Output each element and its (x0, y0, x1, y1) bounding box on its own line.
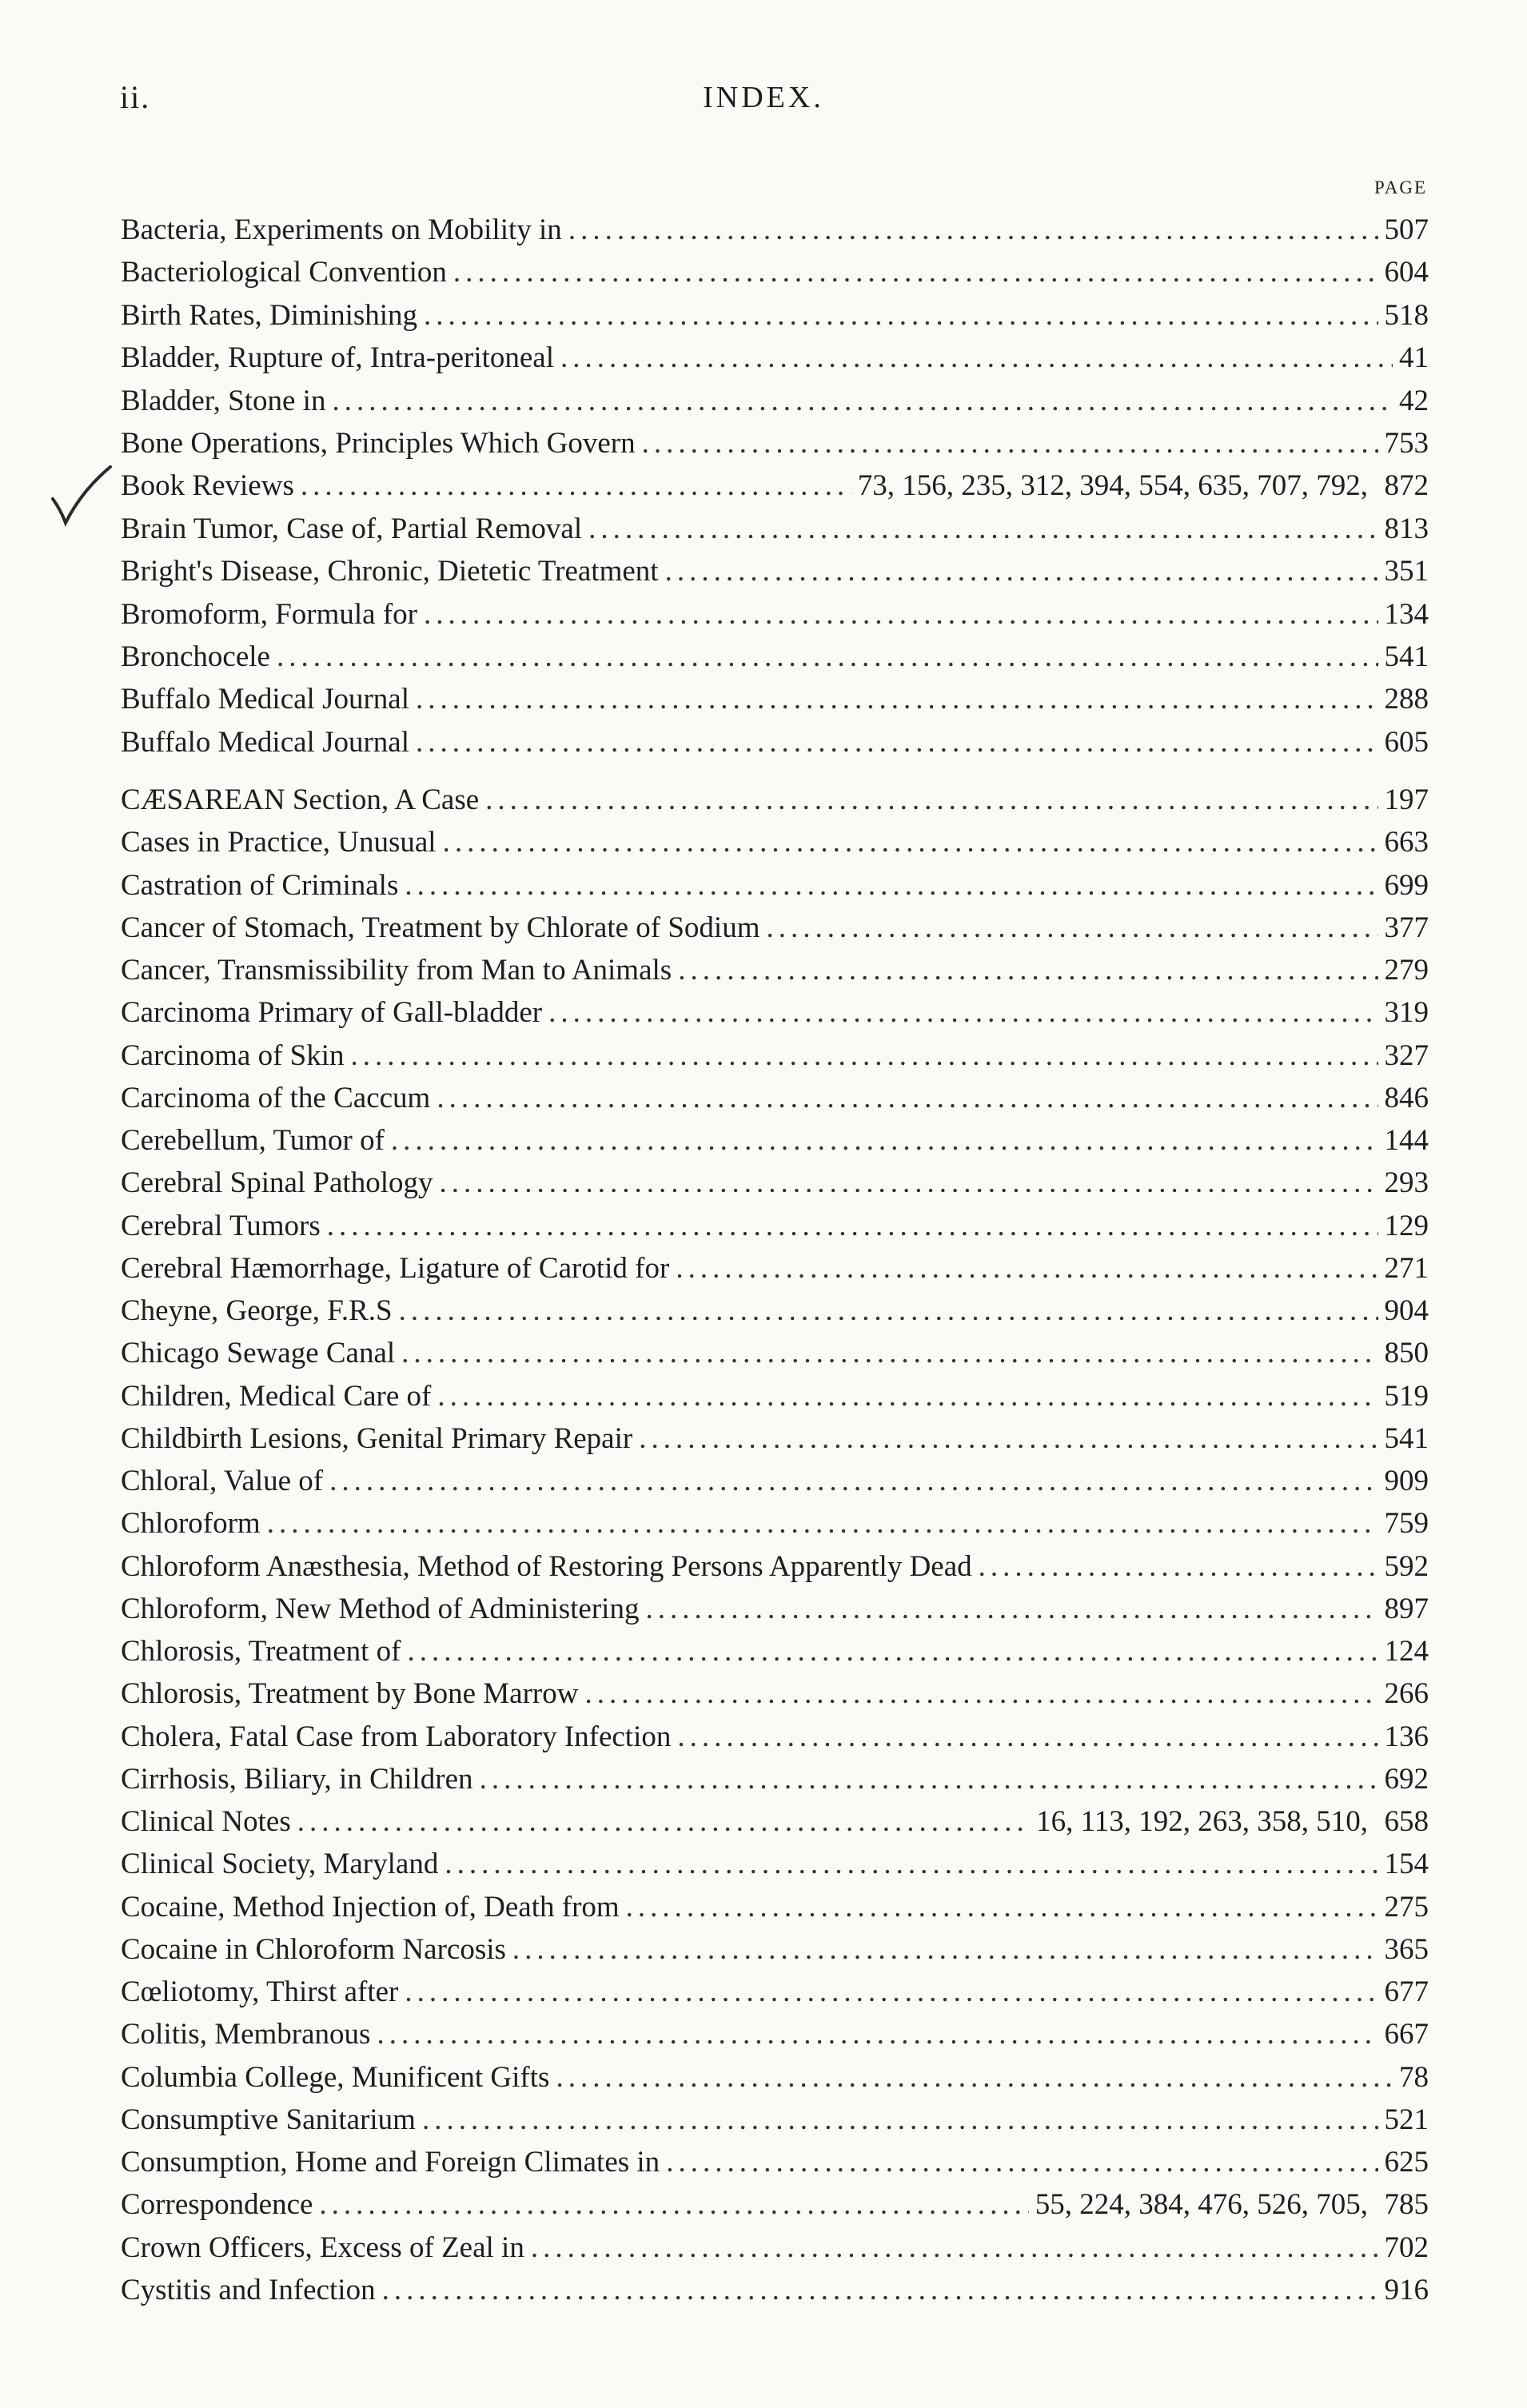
index-entry (121, 779, 1429, 821)
dot-leader (560, 337, 1393, 379)
index-entry-term: Brain Tumor, Case of, Partial Removal (121, 512, 583, 545)
index-entry-pages: 813 (1384, 512, 1429, 545)
index-entry (121, 209, 1429, 251)
dot-leader (416, 679, 1377, 720)
index-entry (121, 1716, 1429, 1758)
index-entry (121, 1078, 1429, 1119)
dot-leader (377, 2014, 1377, 2055)
index-entry-pages: 699 (1384, 869, 1429, 902)
dot-leader (424, 295, 1377, 337)
index-entry-pages: 41 (1399, 341, 1429, 374)
index-entry-term: Bacteriological Convention (121, 256, 447, 289)
index-entry-pages: 604 (1384, 256, 1429, 289)
index-entry (121, 950, 1429, 991)
index-entry-pages: 759 (1384, 1507, 1429, 1540)
index-entry (121, 2057, 1429, 2099)
dot-leader (666, 2142, 1377, 2183)
index-entry-term: Carcinoma Primary of Gall-bladder (121, 996, 543, 1029)
index-entry (121, 1759, 1429, 1800)
dot-leader (979, 1546, 1378, 1588)
index-entry (121, 822, 1429, 863)
dot-leader (445, 1844, 1377, 1885)
dot-leader (665, 551, 1378, 592)
index-entry (121, 1035, 1429, 1077)
dot-leader (422, 2099, 1378, 2141)
dot-leader (453, 252, 1378, 293)
index-entry-term: Childbirth Lesions, Genital Primary Repair (121, 1422, 633, 1455)
index-entry-term: Carcinoma of Skin (121, 1039, 345, 1072)
dot-leader (531, 2227, 1378, 2269)
index-entry-term: Cerebellum, Tumor of (121, 1124, 385, 1157)
index-entry (121, 1673, 1429, 1715)
index-entry-final-page: 785 (1384, 2188, 1429, 2221)
index-entry-term: Cocaine, Method Injection of, Death from (121, 1891, 620, 1924)
index-entry-term: Cheyne, George, F.R.S (121, 1294, 393, 1327)
index-entry-pages: 16, 113, 192, 263, 358, 510, (1036, 1805, 1368, 1838)
index-entry-term: Chloroform, New Method of Administering (121, 1593, 640, 1625)
index-entry-pages: 124 (1384, 1635, 1429, 1668)
dot-leader (277, 636, 1378, 678)
index-entry (121, 1971, 1429, 2013)
index-entry-pages: 904 (1384, 1294, 1429, 1327)
index-entry (121, 2270, 1429, 2311)
index-entry (121, 1248, 1429, 1290)
index-entry-pages: 846 (1384, 1082, 1429, 1114)
index-entry-term: Consumptive Sanitarium (121, 2103, 416, 2136)
dot-leader (645, 1589, 1377, 1630)
index-entry-pages: 134 (1384, 598, 1429, 631)
index-entry-final-page: 872 (1384, 469, 1429, 502)
dot-leader (408, 1631, 1378, 1672)
index-entry (121, 1206, 1429, 1247)
index-entry-pages: 850 (1384, 1337, 1429, 1369)
index-entry (121, 865, 1429, 907)
index-entry (121, 907, 1429, 949)
index-entry-pages: 319 (1384, 996, 1429, 1029)
index-entry-term: CÆSAREAN Section, A Case (121, 783, 480, 816)
dot-leader (440, 1162, 1378, 1204)
index-entry-pages: 327 (1384, 1039, 1429, 1072)
index-entry (121, 1418, 1429, 1460)
index-entry (121, 992, 1429, 1034)
index-entry (121, 551, 1429, 592)
index-entry (121, 1333, 1429, 1374)
index-entry-term: Cerebral Hæmorrhage, Ligature of Carotid for (121, 1252, 670, 1285)
index-entry-pages: 625 (1384, 2146, 1429, 2179)
index-entry-pages: 279 (1384, 954, 1429, 987)
running-title: INDEX. (703, 81, 824, 114)
index-entry (121, 423, 1429, 464)
index-entry-term: Crown Officers, Excess of Zeal in (121, 2231, 524, 2264)
index-entry-term: Colitis, Membranous (121, 2018, 371, 2051)
index-entry (121, 1887, 1429, 1928)
dot-leader (548, 992, 1377, 1034)
index-entry-term: Chlorosis, Treatment of (121, 1635, 401, 1668)
index-entry-term: Bromoform, Formula for (121, 598, 417, 631)
dot-leader (301, 465, 851, 507)
dot-leader (480, 1759, 1378, 1800)
index-entry (121, 1290, 1429, 1332)
dot-leader (485, 779, 1377, 821)
dot-leader (332, 381, 1393, 422)
index-entry (121, 722, 1429, 763)
index-entry-term: Cocaine in Chloroform Narcosis (121, 1933, 506, 1966)
index-entry-term: Chlorosis, Treatment by Bone Marrow (121, 1677, 579, 1710)
index-entry (121, 2014, 1429, 2055)
dot-leader (351, 1035, 1378, 1077)
index-entry-pages: 753 (1384, 427, 1429, 460)
index-entry-pages: 197 (1384, 783, 1429, 816)
index-entry (121, 1631, 1429, 1672)
index-entry-pages: 154 (1384, 1848, 1429, 1880)
dot-leader (626, 1887, 1378, 1928)
dot-leader (391, 1120, 1378, 1162)
index-entry (121, 1120, 1429, 1162)
dot-leader (437, 1376, 1377, 1417)
dot-leader (678, 950, 1377, 991)
index-entry-pages: 909 (1384, 1465, 1429, 1497)
index-entry-pages: 897 (1384, 1593, 1429, 1625)
index-entry (121, 1376, 1429, 1417)
dot-leader (329, 1461, 1377, 1502)
dot-leader (642, 423, 1378, 464)
dot-leader (401, 1333, 1377, 1374)
dot-leader (588, 508, 1377, 550)
index-entry-term: Clinical Notes (121, 1805, 291, 1838)
index-entry-pages: 541 (1384, 640, 1429, 673)
dot-leader (267, 1503, 1378, 1545)
dot-leader (405, 865, 1377, 907)
index-entry (121, 2227, 1429, 2269)
index-entry-pages: 365 (1384, 1933, 1429, 1966)
index-entry (121, 1503, 1429, 1545)
index-entry-pages: 351 (1384, 555, 1429, 588)
index-entry-term: Cœliotomy, Thirst after (121, 1975, 399, 2008)
index-entry-pages: 507 (1384, 213, 1429, 246)
index-entry-pages: 916 (1384, 2274, 1429, 2306)
index-entry-term: Chloral, Value of (121, 1465, 324, 1497)
index-entry-term: Consumption, Home and Foreign Climates in (121, 2146, 660, 2179)
index-entry-pages: 129 (1384, 1210, 1429, 1242)
index-entry (121, 1162, 1429, 1204)
index-entry (121, 465, 1429, 507)
dot-leader (327, 1206, 1378, 1247)
index-entry (121, 1929, 1429, 1971)
index-entry-pages: 667 (1384, 2018, 1429, 2051)
dot-leader (443, 822, 1378, 863)
dot-leader (677, 1716, 1377, 1758)
index-entry (121, 636, 1429, 678)
index-entry (121, 1461, 1429, 1502)
index-entry-pages: 663 (1384, 826, 1429, 859)
index-entry-term: Castration of Criminals (121, 869, 399, 902)
index-entry-pages: 692 (1384, 1763, 1429, 1796)
index-entry-term: Cancer, Transmissibility from Man to Animals (121, 954, 672, 987)
index-entry-term: Carcinoma of the Caccum (121, 1082, 431, 1114)
index-entry-term: Cerebral Spinal Pathology (121, 1166, 433, 1199)
index-entry (121, 252, 1429, 293)
index-entry (121, 337, 1429, 379)
index-entry (121, 381, 1429, 422)
index-entry-pages: 293 (1384, 1166, 1429, 1199)
index-entry (121, 1844, 1429, 1885)
index-entry-pages: 275 (1384, 1891, 1429, 1924)
dot-leader (512, 1929, 1378, 1971)
index-entry-term: Columbia College, Munificent Gifts (121, 2061, 550, 2094)
index-entry-term: Correspondence (121, 2188, 313, 2221)
dot-leader (424, 594, 1378, 636)
dot-leader (556, 2057, 1393, 2099)
index-entry-term: Cancer of Stomach, Treatment by Chlorate of Sodium (121, 911, 760, 944)
index-entry-pages: 677 (1384, 1975, 1429, 2008)
index-entry-term: Cirrhosis, Biliary, in Children (121, 1763, 473, 1796)
index-entry-term: Chloroform Anæsthesia, Method of Restoring Persons Apparently Dead (121, 1550, 972, 1583)
index-entry-pages: 519 (1384, 1380, 1429, 1413)
index-entry (121, 2142, 1429, 2183)
index-entry-term: Buffalo Medical Journal (121, 726, 410, 759)
index-entry-term: Chicago Sewage Canal (121, 1337, 396, 1369)
index-entry-term: Buffalo Medical Journal (121, 683, 410, 716)
index-entry-pages: 73, 156, 235, 312, 394, 554, 635, 707, 792, (857, 469, 1368, 502)
dot-leader (568, 209, 1378, 251)
index-entry-term: Clinical Society, Maryland (121, 1848, 439, 1880)
index-entry-pages: 288 (1384, 683, 1429, 716)
index-entry (121, 2184, 1429, 2226)
index-entry-term: Children, Medical Care of (121, 1380, 432, 1413)
index-entry-term: Bacteria, Experiments on Mobility in (121, 213, 562, 246)
index-entry-term: Cerebral Tumors (121, 1210, 321, 1242)
dot-leader (639, 1418, 1377, 1460)
index-entry-term: Bladder, Stone in (121, 385, 326, 417)
index-entry-pages: 266 (1384, 1677, 1429, 1710)
dot-leader (382, 2270, 1378, 2311)
index-entry-pages: 144 (1384, 1124, 1429, 1157)
index-entry-term: Book Reviews (121, 469, 294, 502)
dot-leader (437, 1078, 1377, 1119)
index-entry-pages: 518 (1384, 299, 1429, 332)
index-entry (121, 295, 1429, 337)
index-entry-pages: 55, 224, 384, 476, 526, 705, (1035, 2188, 1368, 2221)
dot-leader (416, 722, 1377, 763)
index-entry-pages: 541 (1384, 1422, 1429, 1455)
index-entry-pages: 521 (1384, 2103, 1429, 2136)
index-entry-term: Bladder, Rupture of, Intra-peritoneal (121, 341, 555, 374)
index-entry (121, 508, 1429, 550)
index-entry-pages: 136 (1384, 1720, 1429, 1753)
index-entry (121, 679, 1429, 720)
dot-leader (405, 1971, 1377, 2013)
index-entry-term: Birth Rates, Diminishing (121, 299, 418, 332)
index-entry-term: Bronchocele (121, 640, 270, 673)
index-entry-term: Bright's Disease, Chronic, Dietetic Treatment (121, 555, 659, 588)
dot-leader (584, 1673, 1377, 1715)
dot-leader (767, 907, 1378, 949)
dot-leader (676, 1248, 1377, 1290)
index-entry (121, 2099, 1429, 2141)
index-entry-final-page: 658 (1384, 1805, 1429, 1838)
index-entry-pages: 605 (1384, 726, 1429, 759)
index-entry-term: Bone Operations, Principles Which Govern (121, 427, 636, 460)
index-entry (121, 1589, 1429, 1630)
page-number: ii. (120, 79, 151, 115)
index-entry-pages: 377 (1384, 911, 1429, 944)
index-entry-term: Cholera, Fatal Case from Laboratory Infection (121, 1720, 672, 1753)
index-entry-term: Cases in Practice, Unusual (121, 826, 437, 859)
index-entry-pages: 702 (1384, 2231, 1429, 2264)
index-entry (121, 1801, 1429, 1843)
index-entry-term: Chloroform (121, 1507, 261, 1540)
dot-leader (297, 1801, 1030, 1843)
index-entry-pages: 271 (1384, 1252, 1429, 1285)
index-entry-pages: 42 (1399, 385, 1429, 417)
index-entry-pages: 78 (1399, 2061, 1429, 2094)
dot-leader (399, 1290, 1378, 1332)
index-entry-term: Cystitis and Infection (121, 2274, 376, 2306)
index-entry-pages: 592 (1384, 1550, 1429, 1583)
dot-leader (319, 2184, 1028, 2226)
index-entry (121, 1546, 1429, 1588)
index-entry (121, 594, 1429, 636)
page-column-label: PAGE (1374, 177, 1427, 197)
